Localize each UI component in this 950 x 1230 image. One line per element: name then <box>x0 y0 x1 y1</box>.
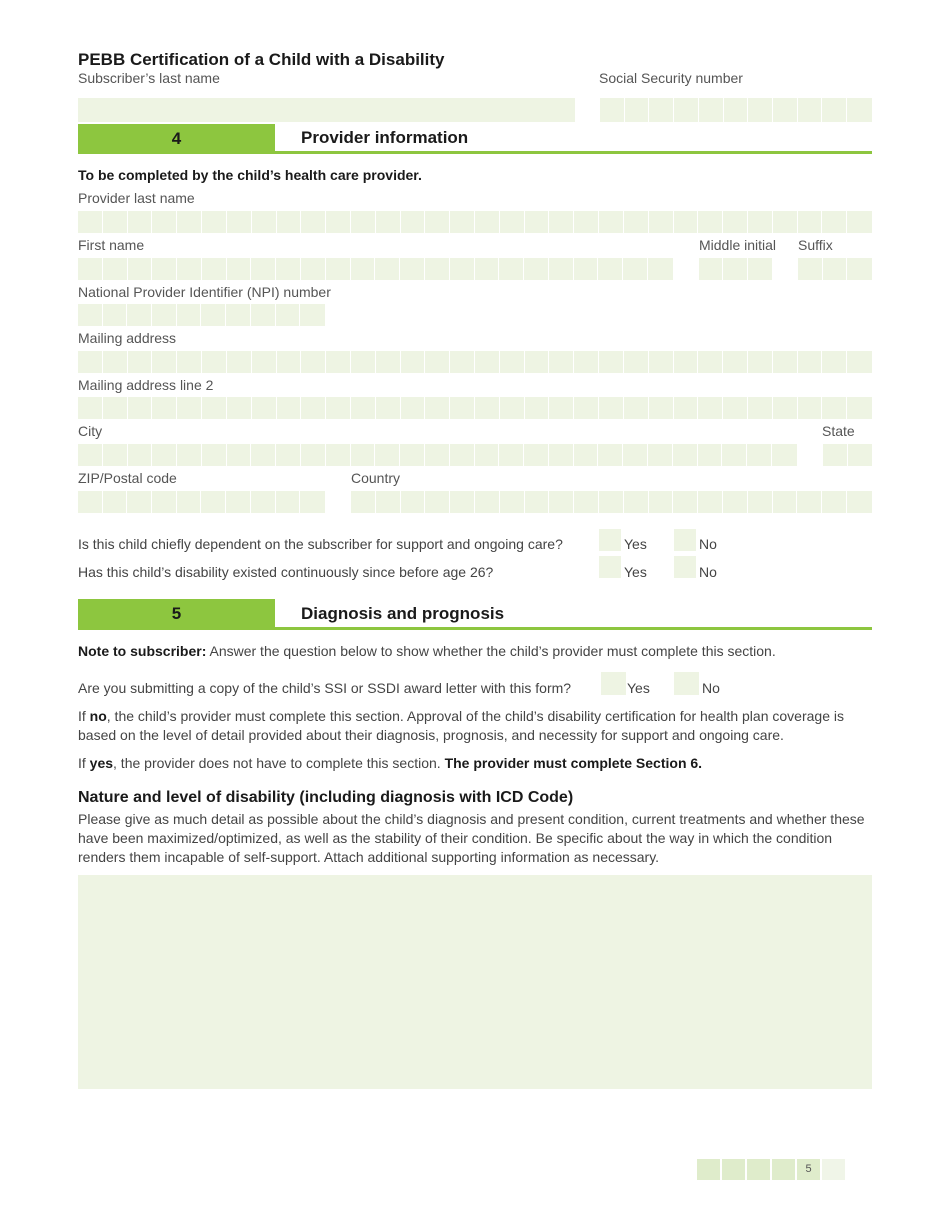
character-box[interactable] <box>599 491 624 513</box>
character-box[interactable] <box>624 491 649 513</box>
city-field[interactable] <box>78 444 797 466</box>
before-26-yes-checkbox[interactable] <box>599 556 621 578</box>
nature-of-disability-textarea[interactable] <box>78 875 872 1089</box>
character-box[interactable] <box>177 304 202 326</box>
character-box[interactable] <box>301 351 326 373</box>
character-box[interactable] <box>152 304 177 326</box>
character-box[interactable] <box>301 211 326 233</box>
character-box[interactable] <box>450 211 475 233</box>
npi-field[interactable] <box>78 304 325 326</box>
character-box[interactable] <box>251 444 276 466</box>
character-box[interactable] <box>202 351 227 373</box>
character-box[interactable] <box>822 397 847 419</box>
page-indicator <box>697 1159 847 1180</box>
character-box[interactable] <box>326 351 351 373</box>
award-letter-no-label: No <box>702 680 720 696</box>
character-box[interactable] <box>847 351 872 373</box>
character-box[interactable] <box>277 351 302 373</box>
character-box[interactable] <box>698 351 723 373</box>
character-box[interactable] <box>202 211 227 233</box>
character-box[interactable] <box>277 211 302 233</box>
nature-instructions: Please give as much detail as possible about the child’s diagnosis and present condition, current treatments and whether these have been maximized/optimized, as well as the stability of their condition. Be specific about the way in which the condition renders them incapable of self-support. Attach additional supporting information as necessary. <box>78 811 865 865</box>
first-name-field[interactable] <box>78 258 673 280</box>
section-4-title: Provider information <box>301 128 469 147</box>
character-box[interactable] <box>500 351 525 373</box>
character-box[interactable] <box>598 444 623 466</box>
first-name-label: First name <box>78 237 145 253</box>
character-box[interactable] <box>152 211 177 233</box>
character-box[interactable] <box>301 397 326 419</box>
character-box[interactable] <box>748 351 773 373</box>
character-box[interactable] <box>252 397 277 419</box>
character-box[interactable] <box>152 258 177 280</box>
character-box[interactable] <box>648 258 673 280</box>
character-box[interactable] <box>499 444 524 466</box>
before-26-no-checkbox[interactable] <box>674 556 696 578</box>
character-box[interactable] <box>351 211 376 233</box>
character-box[interactable] <box>78 491 103 513</box>
if-yes-bold2: The provider must complete Section 6. <box>444 755 703 771</box>
if-no-text: , the child’s provider must complete this section. Approval of the child’s disability certification for health plan coverage is based on the level of detail provided about their diagnosis, prognosis, and necessity for support and ongoing care. <box>78 708 844 743</box>
character-box[interactable] <box>202 397 227 419</box>
character-box[interactable] <box>847 211 872 233</box>
character-box[interactable] <box>276 444 301 466</box>
character-box[interactable] <box>401 211 426 233</box>
character-box[interactable] <box>177 351 202 373</box>
section-5-number: 5 <box>78 599 275 628</box>
page-block <box>722 1159 745 1180</box>
character-box[interactable] <box>351 491 376 513</box>
page-block <box>772 1159 795 1180</box>
character-box[interactable] <box>525 211 550 233</box>
character-box[interactable] <box>723 258 747 280</box>
character-box[interactable] <box>103 444 128 466</box>
character-box[interactable] <box>326 211 351 233</box>
character-box[interactable] <box>772 444 797 466</box>
character-box[interactable] <box>326 444 351 466</box>
ssn-label: Social Security number <box>599 70 743 86</box>
character-box[interactable] <box>748 258 772 280</box>
character-box[interactable] <box>847 98 872 122</box>
before-26-no-label: No <box>699 564 717 580</box>
character-box[interactable] <box>847 258 872 280</box>
country-field[interactable] <box>351 491 872 513</box>
character-box[interactable] <box>376 211 401 233</box>
character-box[interactable] <box>673 491 698 513</box>
character-box[interactable] <box>674 351 699 373</box>
character-box[interactable] <box>401 351 426 373</box>
character-box[interactable] <box>152 397 177 419</box>
character-box[interactable] <box>425 444 450 466</box>
mailing-address-label: Mailing address <box>78 330 177 346</box>
page-block <box>697 1159 720 1180</box>
country-label: Country <box>351 470 401 486</box>
character-box[interactable] <box>847 491 872 513</box>
character-box[interactable] <box>648 444 673 466</box>
character-box[interactable] <box>748 211 773 233</box>
character-box[interactable] <box>673 444 698 466</box>
section-4-number: 4 <box>78 124 275 153</box>
character-box[interactable] <box>624 351 649 373</box>
question-award-letter: Are you submitting a copy of the child’s SSI or SSDI award letter with this form? <box>78 680 572 696</box>
mailing-address2-label: Mailing address line 2 <box>78 377 214 393</box>
character-box[interactable] <box>103 258 128 280</box>
character-box[interactable] <box>78 444 103 466</box>
character-box[interactable] <box>128 397 153 419</box>
character-box[interactable] <box>351 351 376 373</box>
character-box[interactable] <box>78 397 103 419</box>
character-box[interactable] <box>127 491 152 513</box>
award-letter-yes-checkbox[interactable] <box>601 672 626 695</box>
character-box[interactable] <box>401 491 426 513</box>
state-label: State <box>822 423 855 439</box>
character-box[interactable] <box>574 397 599 419</box>
character-box[interactable] <box>450 351 475 373</box>
character-box[interactable] <box>226 491 251 513</box>
character-box[interactable] <box>201 491 226 513</box>
character-box[interactable] <box>500 491 525 513</box>
character-box[interactable] <box>103 211 128 233</box>
dependent-no-checkbox[interactable] <box>674 529 696 551</box>
character-box[interactable] <box>549 397 574 419</box>
character-box[interactable] <box>500 397 525 419</box>
state-field[interactable] <box>823 444 872 466</box>
character-box[interactable] <box>773 351 798 373</box>
character-box[interactable] <box>698 397 723 419</box>
character-box[interactable] <box>848 444 873 466</box>
character-box[interactable] <box>723 351 748 373</box>
character-box[interactable] <box>376 397 401 419</box>
character-box[interactable] <box>351 397 376 419</box>
character-box[interactable] <box>475 351 500 373</box>
section-5-title: Diagnosis and prognosis <box>301 604 505 623</box>
subscriber-last-name-field[interactable] <box>78 98 575 122</box>
character-box[interactable] <box>798 258 823 280</box>
character-box[interactable] <box>797 491 822 513</box>
character-box[interactable] <box>475 444 500 466</box>
character-box[interactable] <box>251 304 276 326</box>
page-block-end <box>822 1159 845 1180</box>
character-box[interactable] <box>574 351 599 373</box>
character-box[interactable] <box>251 258 276 280</box>
mailing-address-field[interactable] <box>78 351 872 373</box>
character-box[interactable] <box>773 491 798 513</box>
character-box[interactable] <box>375 444 400 466</box>
character-box[interactable] <box>574 258 599 280</box>
character-box[interactable] <box>773 397 798 419</box>
character-box[interactable] <box>152 351 177 373</box>
character-box[interactable] <box>276 491 301 513</box>
nature-heading: Nature and level of disability (including diagnosis with ICD Code) <box>78 789 574 806</box>
character-box[interactable] <box>252 211 277 233</box>
dependent-no-label: No <box>699 536 717 552</box>
character-box[interactable] <box>277 397 302 419</box>
character-box[interactable] <box>475 211 500 233</box>
character-box[interactable] <box>649 397 674 419</box>
character-box[interactable] <box>202 258 227 280</box>
character-box[interactable] <box>549 211 574 233</box>
dependent-yes-checkbox[interactable] <box>599 529 621 551</box>
question-dependent: Is this child chiefly dependent on the subscriber for support and ongoing care? <box>78 536 563 552</box>
character-box[interactable] <box>699 98 724 122</box>
character-box[interactable] <box>625 98 650 122</box>
character-box[interactable] <box>599 351 624 373</box>
character-box[interactable] <box>549 491 574 513</box>
character-box[interactable] <box>525 351 550 373</box>
character-box[interactable] <box>674 211 699 233</box>
character-box[interactable] <box>103 304 128 326</box>
if-yes-prefix: If <box>78 755 90 771</box>
character-box[interactable] <box>475 397 500 419</box>
character-box[interactable] <box>599 211 624 233</box>
character-box[interactable] <box>400 444 425 466</box>
character-box[interactable] <box>822 211 847 233</box>
character-box[interactable] <box>300 304 325 326</box>
character-box[interactable] <box>747 444 772 466</box>
character-box[interactable] <box>177 444 202 466</box>
character-box[interactable] <box>698 444 723 466</box>
if-yes-paragraph <box>78 754 878 773</box>
character-box[interactable] <box>103 491 128 513</box>
character-box[interactable] <box>127 304 152 326</box>
character-box[interactable] <box>376 351 401 373</box>
if-no-bold: no <box>89 708 107 724</box>
character-box[interactable] <box>276 258 301 280</box>
note-text: Answer the question below to show whether the child’s provider must complete this section. <box>206 643 776 659</box>
character-box[interactable] <box>624 211 649 233</box>
middle-initial-label: Middle initial <box>699 237 777 253</box>
zip-field[interactable] <box>78 491 325 513</box>
character-box[interactable] <box>177 211 202 233</box>
character-box[interactable] <box>475 491 500 513</box>
character-box[interactable] <box>227 258 252 280</box>
city-label: City <box>78 423 103 439</box>
character-box[interactable] <box>128 351 153 373</box>
note-to-subscriber <box>78 642 878 661</box>
character-box[interactable] <box>78 258 103 280</box>
character-box[interactable] <box>847 397 872 419</box>
character-box[interactable] <box>773 211 798 233</box>
character-box[interactable] <box>524 444 549 466</box>
character-box[interactable] <box>177 397 202 419</box>
character-box[interactable] <box>276 304 301 326</box>
character-box[interactable] <box>152 444 177 466</box>
character-box[interactable] <box>599 397 624 419</box>
character-box[interactable] <box>475 258 500 280</box>
character-box[interactable] <box>78 211 103 233</box>
character-box[interactable] <box>724 98 749 122</box>
character-box[interactable] <box>128 258 153 280</box>
npi-label: National Provider Identifier (NPI) number <box>78 284 331 300</box>
character-box[interactable] <box>649 211 674 233</box>
character-box[interactable] <box>748 397 773 419</box>
character-box[interactable] <box>623 258 648 280</box>
character-box[interactable] <box>450 444 475 466</box>
dependent-yes-label: Yes <box>624 536 647 552</box>
character-box[interactable] <box>400 258 425 280</box>
character-box[interactable] <box>649 351 674 373</box>
character-box[interactable] <box>549 444 574 466</box>
character-box[interactable] <box>500 211 525 233</box>
character-box[interactable] <box>201 304 226 326</box>
character-box[interactable] <box>723 491 748 513</box>
suffix-field[interactable] <box>798 258 872 280</box>
if-no-paragraph <box>78 707 878 745</box>
character-box[interactable] <box>177 491 202 513</box>
character-box[interactable] <box>326 258 351 280</box>
if-yes-bold: yes <box>89 755 114 771</box>
character-box[interactable] <box>748 491 773 513</box>
character-box[interactable] <box>401 397 426 419</box>
character-box[interactable] <box>103 351 128 373</box>
character-box[interactable] <box>823 444 848 466</box>
character-box[interactable] <box>152 491 177 513</box>
character-box[interactable] <box>623 444 648 466</box>
character-box[interactable] <box>798 211 823 233</box>
character-box[interactable] <box>252 351 277 373</box>
section-4-instruction: To be completed by the child’s health care provider. <box>78 167 422 183</box>
middle-initial-field[interactable] <box>699 258 772 280</box>
character-box[interactable] <box>326 397 351 419</box>
character-box[interactable] <box>822 351 847 373</box>
character-box[interactable] <box>351 258 376 280</box>
character-box[interactable] <box>698 491 723 513</box>
character-box[interactable] <box>600 98 625 122</box>
character-box[interactable] <box>301 258 326 280</box>
character-box[interactable] <box>425 397 450 419</box>
character-box[interactable] <box>78 351 103 373</box>
zip-label: ZIP/Postal code <box>78 470 177 486</box>
character-box[interactable] <box>798 397 823 419</box>
character-box[interactable] <box>823 258 848 280</box>
mailing-address2-field[interactable] <box>78 397 872 419</box>
character-box[interactable] <box>351 444 376 466</box>
character-box[interactable] <box>649 98 674 122</box>
question-disability-before-26: Has this child’s disability existed continuously since before age 26? <box>78 564 494 580</box>
character-box[interactable] <box>301 444 326 466</box>
character-box[interactable] <box>450 258 475 280</box>
character-box[interactable] <box>748 98 773 122</box>
character-box[interactable] <box>78 304 103 326</box>
subscriber-last-name-label: Subscriber’s last name <box>78 70 220 86</box>
character-box[interactable] <box>798 98 823 122</box>
page-number: 5 <box>797 1159 820 1180</box>
character-box[interactable] <box>722 444 747 466</box>
if-yes-text: , the provider does not have to complete this section. <box>113 755 445 771</box>
character-box[interactable] <box>822 491 847 513</box>
character-box[interactable] <box>674 98 699 122</box>
character-box[interactable] <box>798 351 823 373</box>
section-4-rule <box>78 151 872 154</box>
character-box[interactable] <box>177 258 202 280</box>
character-box[interactable] <box>698 211 723 233</box>
note-bold: Note to subscriber: <box>78 643 207 659</box>
award-letter-yes-label: Yes <box>627 680 650 696</box>
character-box[interactable] <box>103 397 128 419</box>
character-box[interactable] <box>699 258 723 280</box>
character-box[interactable] <box>425 351 450 373</box>
provider-last-name-field[interactable] <box>78 211 872 233</box>
character-box[interactable] <box>227 211 252 233</box>
character-box[interactable] <box>574 444 599 466</box>
character-box[interactable] <box>524 258 549 280</box>
character-box[interactable] <box>649 491 674 513</box>
character-box[interactable] <box>822 98 847 122</box>
before-26-yes-label: Yes <box>624 564 647 580</box>
character-box[interactable] <box>549 351 574 373</box>
character-box[interactable] <box>574 211 599 233</box>
character-box[interactable] <box>425 258 450 280</box>
provider-last-name-label: Provider last name <box>78 190 195 206</box>
character-box[interactable] <box>773 98 798 122</box>
section-5-rule <box>78 627 872 630</box>
character-box[interactable] <box>723 397 748 419</box>
character-box[interactable] <box>624 397 649 419</box>
character-box[interactable] <box>251 491 276 513</box>
character-box[interactable] <box>226 304 251 326</box>
ssn-field[interactable] <box>600 98 872 122</box>
suffix-label: Suffix <box>798 237 833 253</box>
character-box[interactable] <box>202 444 227 466</box>
form-title: PEBB Certification of a Child with a Disability <box>78 50 445 69</box>
award-letter-no-checkbox[interactable] <box>674 672 699 695</box>
character-box[interactable] <box>128 211 153 233</box>
character-box[interactable] <box>525 397 550 419</box>
character-box[interactable] <box>227 351 252 373</box>
character-box[interactable] <box>375 258 400 280</box>
character-box[interactable] <box>549 258 574 280</box>
character-box[interactable] <box>128 444 153 466</box>
character-box[interactable] <box>300 491 325 513</box>
character-box[interactable] <box>450 397 475 419</box>
character-box[interactable] <box>598 258 623 280</box>
character-box[interactable] <box>227 444 252 466</box>
character-box[interactable] <box>227 397 252 419</box>
character-box[interactable] <box>525 491 550 513</box>
character-box[interactable] <box>425 211 450 233</box>
character-box[interactable] <box>499 258 524 280</box>
character-box[interactable] <box>723 211 748 233</box>
character-box[interactable] <box>574 491 599 513</box>
character-box[interactable] <box>674 397 699 419</box>
page-block <box>747 1159 770 1180</box>
character-box[interactable] <box>425 491 450 513</box>
character-box[interactable] <box>450 491 475 513</box>
if-no-prefix: If <box>78 708 90 724</box>
character-box[interactable] <box>376 491 401 513</box>
